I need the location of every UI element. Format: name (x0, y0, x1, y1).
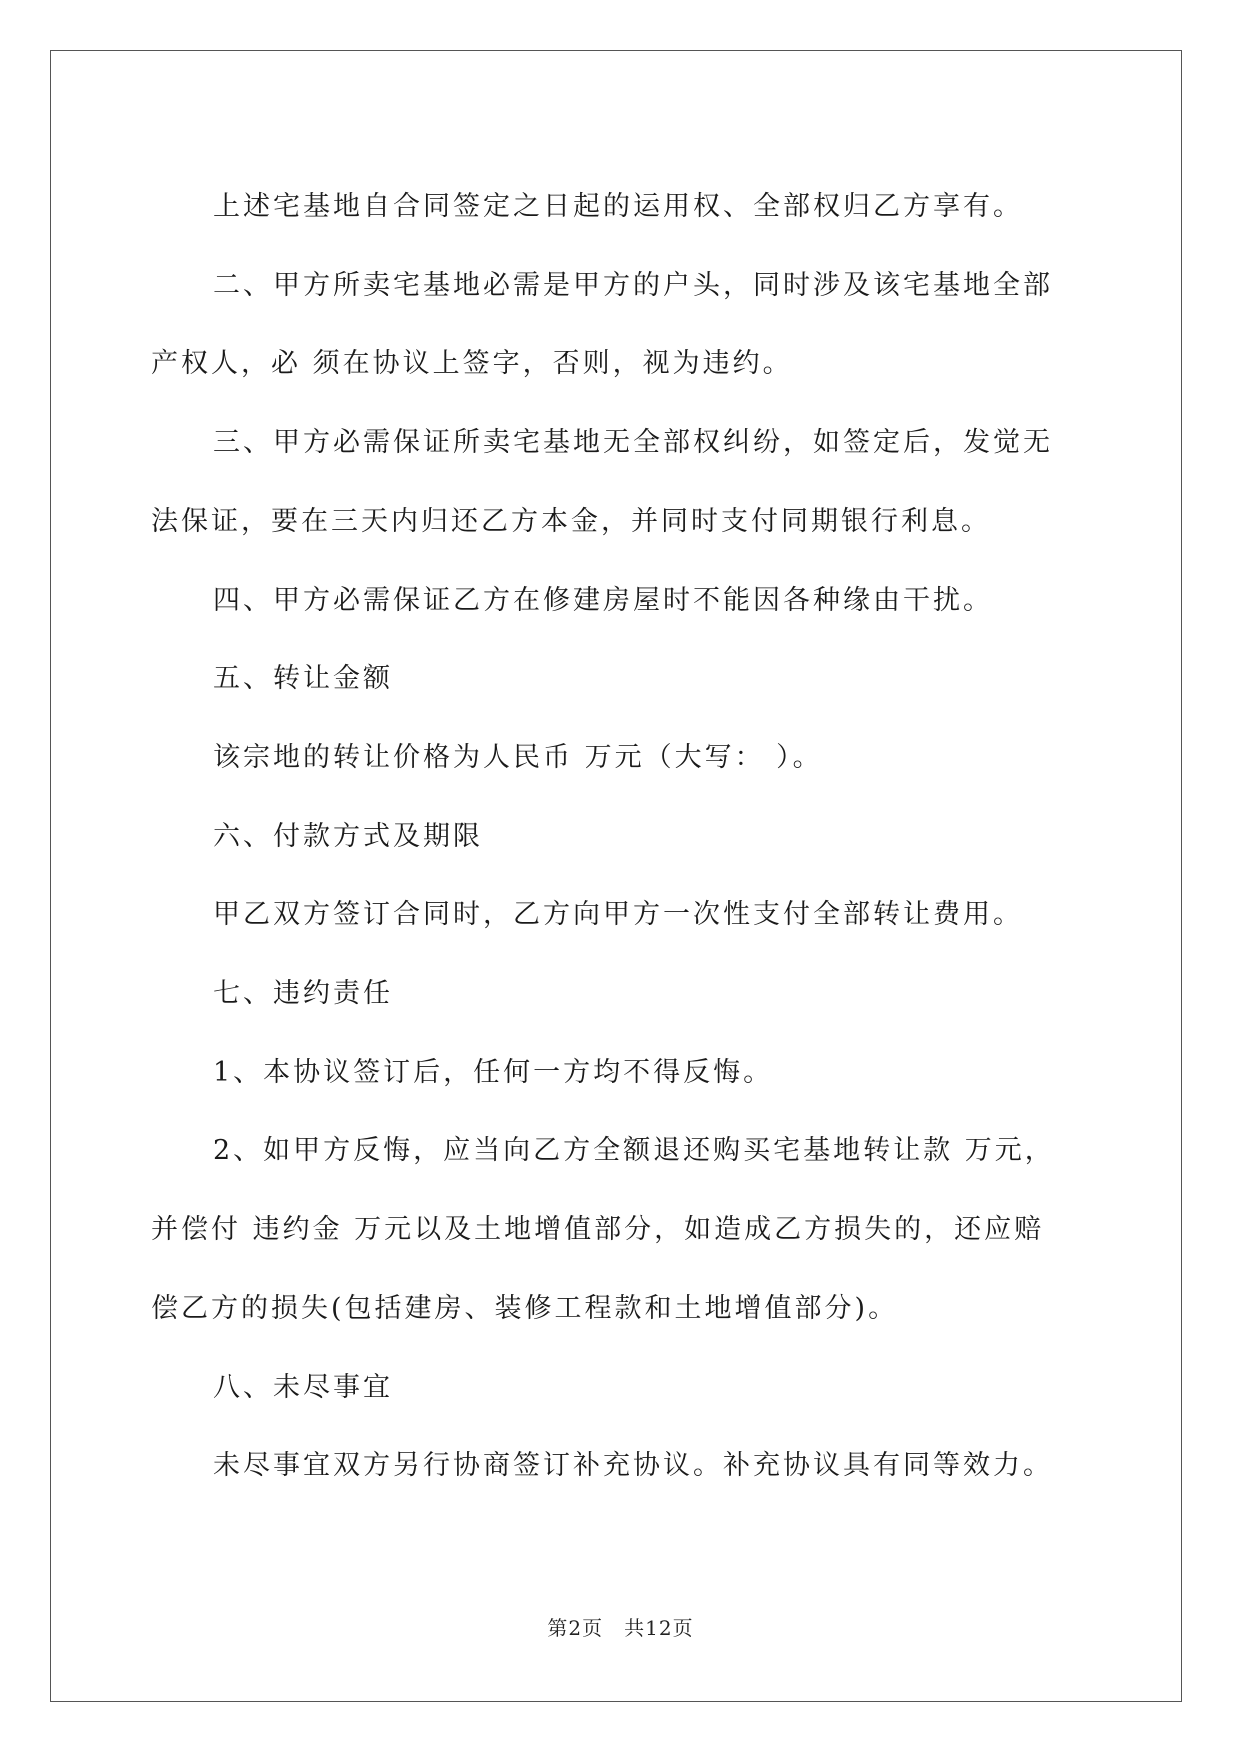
paragraph: 2、如甲方反悔，应当向乙方全额退还购买宅基地转让款 万元， (213, 1135, 1055, 1167)
section-heading: 七、违约责任 (213, 978, 393, 1010)
paragraph: 产权人，必 须在协议上签字，否则，视为违约。 (151, 348, 793, 380)
page-number: 第2页 共12页 (547, 1616, 694, 1640)
paragraph: 二、甲方所卖宅基地必需是甲方的户头，同时涉及该宅基地全部 (213, 269, 1053, 301)
document-body (151, 168, 1091, 1506)
paragraph: 该宗地的转让价格为人民币 万元（大写： ）。 (213, 741, 823, 773)
paragraph: 四、甲方必需保证乙方在修建房屋时不能因各种缘由干扰。 (213, 584, 993, 616)
paragraph: 甲乙双方签订合同时，乙方向甲方一次性支付全部转让费用。 (213, 899, 1023, 931)
section-heading: 八、未尽事宜 (213, 1371, 393, 1403)
paragraph: 并偿付 违约金 万元以及土地增值部分，如造成乙方损失的，还应赔 (151, 1214, 1045, 1246)
paragraph: 未尽事宜双方另行协商签订补充协议。补充协议具有同等效力。 (213, 1450, 1053, 1482)
paragraph: 上述宅基地自合同签定之日起的运用权、全部权归乙方享有。 (213, 191, 1023, 222)
paragraph: 三、甲方必需保证所卖宅基地无全部权纠纷，如签定后，发觉无 (213, 427, 1053, 459)
paragraph: 1、本协议签订后，任何一方均不得反悔。 (213, 1056, 774, 1088)
section-heading: 五、转让金额 (213, 663, 393, 695)
paragraph: 法保证，要在三天内归还乙方本金，并同时支付同期银行利息。 (151, 505, 991, 537)
paragraph: 偿乙方的损失(包括建房、装修工程款和土地增值部分)。 (151, 1292, 899, 1324)
section-heading: 六、付款方式及期限 (213, 820, 483, 852)
